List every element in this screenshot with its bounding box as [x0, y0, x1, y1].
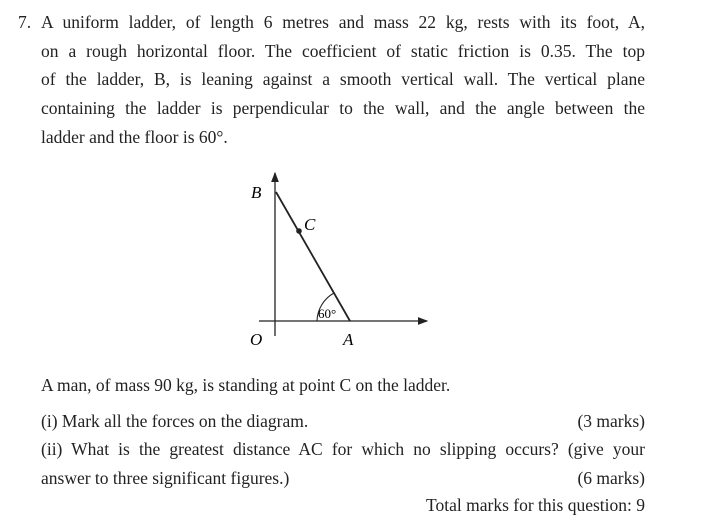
question-line-3: of the ladder, B, is leaning against a smooth vertical wall. The vertical plane [41, 69, 645, 89]
question-line-1: A uniform ladder, of length 6 metres and mass 22 kg, rests with its foot, A, [41, 12, 645, 32]
question-line-2: on a rough horizontal floor. The coefficient of static friction is 0.35. The top [41, 41, 645, 61]
part-ii-line-2: answer to three significant figures.) [41, 468, 290, 488]
angle-label: 60° [318, 306, 337, 321]
question-number: 7. [18, 12, 32, 32]
part-ii-marks: (6 marks) [577, 468, 645, 488]
part-i: (i) Mark all the forces on the diagram. [41, 411, 309, 431]
man-statement: A man, of mass 90 kg, is standing at point C on the ladder. [41, 375, 451, 395]
label-c: C [304, 215, 316, 234]
point-c [296, 228, 302, 234]
part-i-marks: (3 marks) [577, 411, 645, 431]
label-o: O [250, 330, 263, 349]
question-line-4: containing the ladder is perpendicular to the wall, and the angle between the [41, 98, 645, 118]
total-marks: Total marks for this question: 9 [426, 495, 645, 515]
label-b: B [251, 183, 262, 202]
question-line-5: ladder and the floor is 60°. [41, 127, 228, 147]
ladder [276, 192, 350, 321]
part-ii-line-1: (ii) What is the greatest distance AC for which no slipping occurs? (give your [41, 439, 645, 459]
label-a: A [343, 330, 354, 349]
